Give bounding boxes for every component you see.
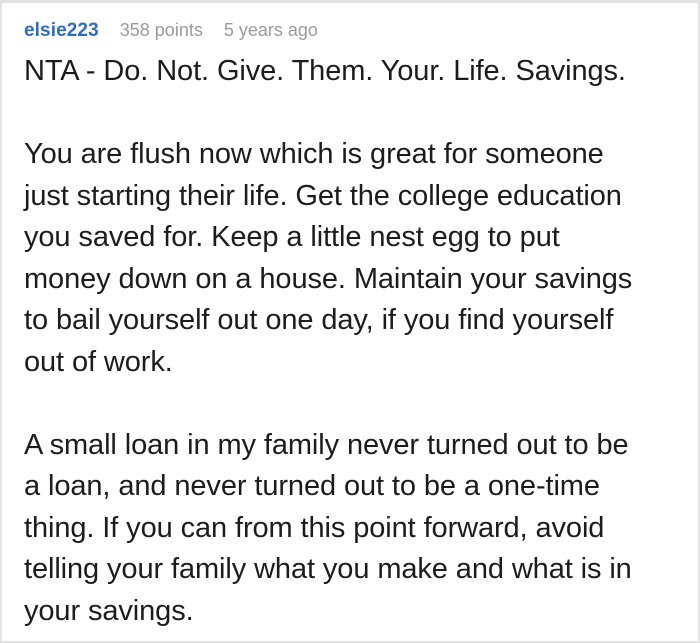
- comment-text-line: You are flush now which is great for someone: [24, 138, 604, 170]
- comment-header: [24, 20, 678, 42]
- comment-points: 358 points: [119, 20, 203, 40]
- comment-paragraph: [24, 51, 678, 93]
- comment-body: [24, 51, 678, 632]
- comment-text-line: NTA - Do. Not. Give. Them. Your. Life. Savings.: [24, 55, 626, 87]
- comment-text-line: telling your family what you make and what is in: [24, 553, 632, 585]
- comment-text-line: to bail yourself out one day, if you find yourself: [24, 304, 614, 336]
- comment-text-line: you saved for. Keep a little nest egg to put: [24, 221, 560, 253]
- comment-timestamp: 5 years ago: [223, 20, 318, 40]
- comment-paragraph: [24, 134, 678, 383]
- comment-text-line: out of work.: [24, 345, 173, 378]
- comment-text-line: your savings.: [24, 594, 194, 627]
- comment-text-line: money down on a house. Maintain your savings: [24, 262, 633, 295]
- comment-text-line: a loan, and never turned out to be a one-time: [24, 470, 600, 502]
- comment-paragraph: [24, 425, 678, 633]
- comment-text-line: A small loan in my family never turned out to be: [24, 428, 629, 461]
- comment-author-link[interactable]: elsie223: [24, 20, 99, 41]
- comment-text-line: thing. If you can from this point forward, avoid: [24, 511, 605, 544]
- comment-text-line: just starting their life. Get the college education: [24, 179, 622, 212]
